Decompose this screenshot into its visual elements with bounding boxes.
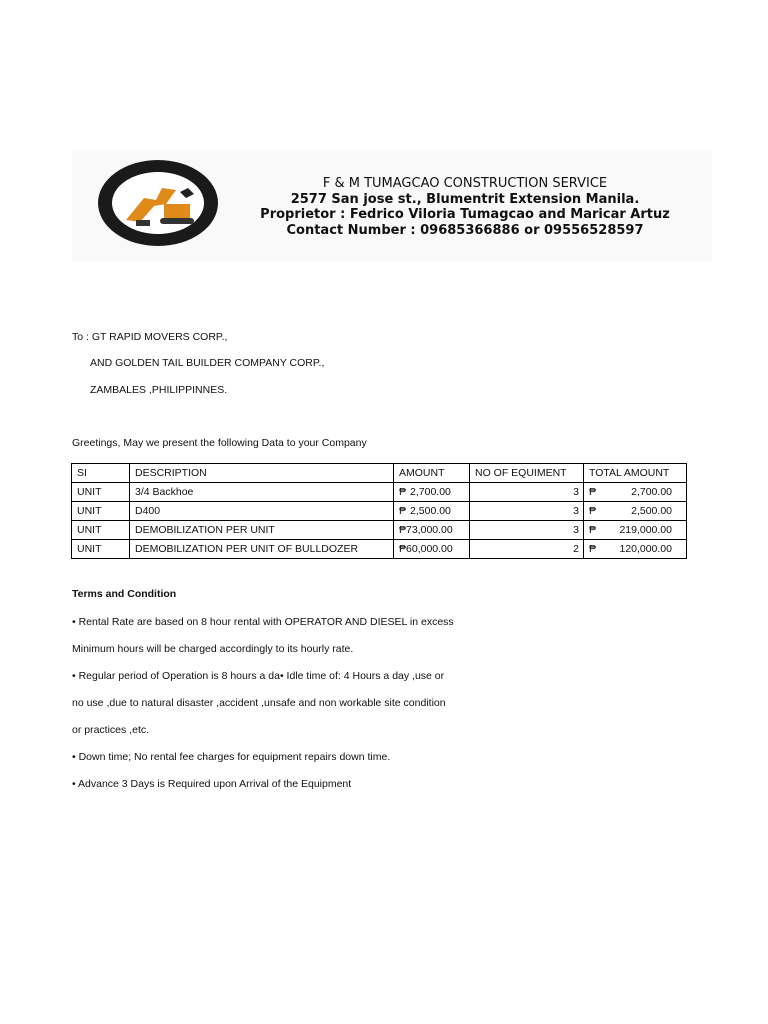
amount-value: 73,000.00: [406, 524, 453, 536]
recipient-line-3: ZAMBALES ,PHILIPPINNES.: [90, 384, 228, 396]
table-row: [72, 483, 687, 502]
company-proprietor: Proprietor : Fedrico Viloria Tumagcao and Maricar Artuz: [260, 207, 670, 222]
terms-line: • Rental Rate are based on 8 hour rental with OPERATOR AND DIESEL in excess: [72, 616, 454, 628]
row-qty: 3: [470, 483, 584, 502]
header-si: SI: [72, 464, 130, 483]
currency-symbol: ₱: [399, 505, 407, 517]
terms-line: no use ,due to natural disaster ,accident ,unsafe and non workable site condition: [72, 697, 446, 709]
total-value: 2,700.00: [631, 486, 672, 498]
terms-title: Terms and Condition: [72, 588, 177, 600]
row-total: [584, 502, 687, 521]
table-row: [72, 521, 687, 540]
table-header-row: [72, 464, 687, 483]
row-amount: [394, 540, 470, 559]
row-description: 3/4 Backhoe: [130, 483, 394, 502]
greeting: Greetings, May we present the following Data to your Company: [72, 437, 367, 449]
currency-symbol: ₱: [399, 524, 407, 536]
row-qty: 2: [470, 540, 584, 559]
terms-line: • Down time; No rental fee charges for equipment repairs down time.: [72, 751, 391, 763]
currency-symbol: ₱: [589, 505, 597, 517]
recipient-line-1: To : GT RAPID MOVERS CORP.,: [72, 331, 228, 343]
company-name: F & M TUMAGCAO CONSTRUCTION SERVICE: [322, 176, 608, 191]
total-value: 2,500.00: [631, 505, 672, 517]
terms-line: or practices ,etc.: [72, 724, 150, 736]
terms-line: • Advance 3 Days is Required upon Arrival of the Equipment: [72, 778, 352, 790]
company-info: [220, 176, 710, 238]
header-total: TOTAL AMOUNT: [584, 464, 687, 483]
row-si: UNIT: [72, 540, 130, 559]
currency-symbol: ₱: [589, 486, 597, 498]
currency-symbol: ₱: [589, 543, 597, 555]
amount-value: 60,000.00: [406, 543, 453, 555]
row-description: D400: [130, 502, 394, 521]
total-value: 219,000.00: [619, 524, 672, 536]
row-total: [584, 540, 687, 559]
currency-symbol: ₱: [589, 524, 597, 536]
company-logo-icon: [96, 158, 220, 248]
letterhead: [72, 150, 712, 262]
header-amount: AMOUNT: [394, 464, 470, 483]
row-amount: [394, 483, 470, 502]
company-address: 2577 San jose st., Blumentrit Extension Manila.: [290, 191, 640, 207]
company-contact: Contact Number : 09685366886 or 09556528597: [286, 222, 644, 238]
row-description: DEMOBILIZATION PER UNIT: [130, 521, 394, 540]
amount-value: 2,700.00: [410, 486, 451, 498]
row-amount: [394, 521, 470, 540]
row-total: [584, 483, 687, 502]
amount-value: 2,500.00: [410, 505, 451, 517]
currency-symbol: ₱: [399, 486, 407, 498]
table-row: [72, 502, 687, 521]
table-row: [72, 540, 687, 559]
row-si: UNIT: [72, 483, 130, 502]
header-qty: NO OF EQUIMENT: [470, 464, 584, 483]
header-description: DESCRIPTION: [130, 464, 394, 483]
terms-line: Minimum hours will be charged accordingly to its hourly rate.: [72, 643, 354, 655]
row-si: UNIT: [72, 502, 130, 521]
rates-table: [71, 463, 687, 559]
row-qty: 3: [470, 502, 584, 521]
terms-line: • Regular period of Operation is 8 hours a da• Idle time of: 4 Hours a day ,use or: [72, 670, 445, 682]
row-amount: [394, 502, 470, 521]
row-qty: 3: [470, 521, 584, 540]
total-value: 120,000.00: [619, 543, 672, 555]
currency-symbol: ₱: [399, 543, 407, 555]
row-si: UNIT: [72, 521, 130, 540]
row-total: [584, 521, 687, 540]
recipient-line-2: AND GOLDEN TAIL BUILDER COMPANY CORP.,: [90, 357, 325, 369]
row-description: DEMOBILIZATION PER UNIT OF BULLDOZER: [130, 540, 394, 559]
